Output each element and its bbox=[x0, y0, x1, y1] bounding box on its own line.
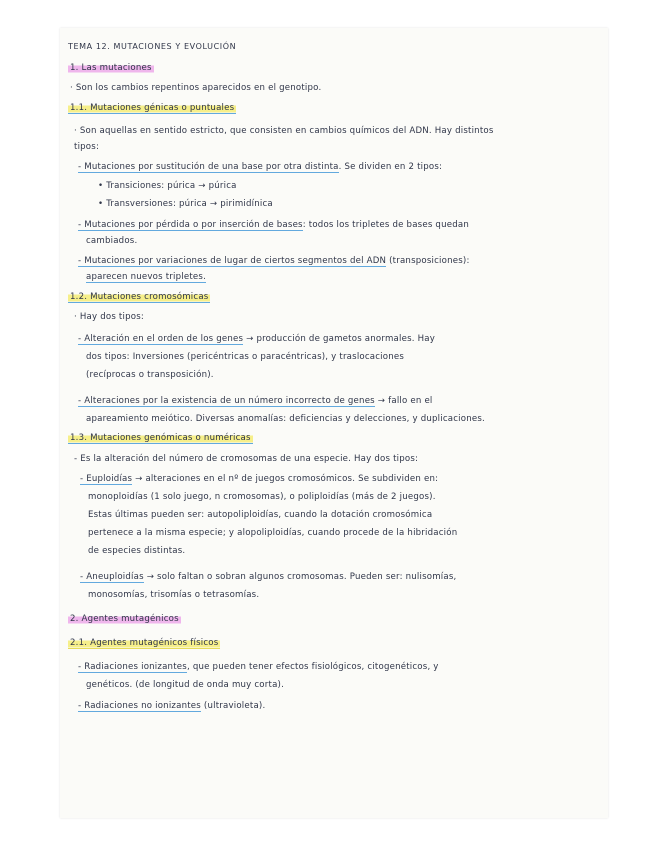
num-cont: apareamiento meiótico. Diversas anomalías: deficiencias y delecciones, y duplicaciones. bbox=[86, 414, 485, 424]
notebook-page bbox=[60, 28, 608, 818]
aneuploidy-cont: monosomías, trisomías o tetrasomías. bbox=[88, 590, 260, 600]
heading-2: 2. Agentes mutagénicos bbox=[70, 614, 179, 624]
loss-rest: : todos los tripletes de bases quedan bbox=[302, 220, 469, 230]
loss-term: - Mutaciones por pérdida o por inserción de bases bbox=[78, 220, 303, 230]
heading-1: 1. Las mutaciones bbox=[70, 63, 152, 73]
order-line bbox=[78, 334, 435, 344]
order-term: - Alteración en el orden de los genes bbox=[78, 334, 244, 344]
order-cont-2: (recíprocas o transposición). bbox=[86, 370, 214, 380]
heading-1-1-line bbox=[68, 103, 236, 113]
heading-1-3: 1.3. Mutaciones genómicas o numéricas bbox=[70, 433, 251, 443]
s12-intro: · Hay dos tipos: bbox=[74, 312, 144, 322]
aneuploidy-term: - Aneuploidías bbox=[80, 572, 144, 582]
s13-intro: - Es la alteración del número de cromosomas de una especie. Hay dos tipos: bbox=[74, 454, 419, 464]
transl-term: - Mutaciones por variaciones de lugar de ciertos segmentos del ADN bbox=[78, 256, 387, 266]
ionizing-term: - Radiaciones ionizantes bbox=[78, 662, 187, 672]
nonionizing-line bbox=[78, 701, 265, 711]
order-rest: → producción de gametos anormales. Hay bbox=[243, 334, 436, 344]
euploidy-cont-2: Estas últimas pueden ser: autopoliploidías, cuando la dotación cromosómica bbox=[88, 510, 433, 520]
euploidy-line bbox=[80, 474, 438, 484]
transl-line bbox=[78, 256, 470, 266]
euploidy-term: - Euploidías bbox=[80, 474, 133, 484]
nonionizing-term: - Radiaciones no ionizantes bbox=[78, 701, 201, 711]
aneuploidy-rest: → solo faltan o sobran algunos cromosomas. Pueden ser: nulisomías, bbox=[143, 572, 457, 582]
euploidy-cont-4: de especies distintas. bbox=[88, 546, 186, 556]
euploidy-cont-1: monoploidías (1 solo juego, n cromosomas), o poliploidías (más de 2 juegos). bbox=[88, 492, 436, 502]
subst-term: - Mutaciones por sustitución de una base por otra distinta bbox=[78, 162, 339, 172]
num-rest: → fallo en el bbox=[374, 396, 433, 406]
transitions-item: • Transiciones: púrica → púrica bbox=[98, 181, 237, 191]
heading-1-line bbox=[68, 63, 154, 73]
s11-p2: tipos: bbox=[74, 142, 100, 152]
ionizing-line bbox=[78, 662, 439, 672]
s11-p1: · Son aquellas en sentido estricto, que consisten en cambios químicos del ADN. Hay distintos bbox=[74, 126, 494, 136]
order-cont-1: dos tipos: Inversiones (pericéntricas o paracéntricas), y traslocaciones bbox=[86, 352, 405, 362]
heading-1-2-line bbox=[68, 292, 210, 302]
subst-line bbox=[78, 162, 442, 172]
heading-1-3-line bbox=[68, 433, 253, 443]
s1-intro: · Son los cambios repentinos aparecidos en el genotipo. bbox=[70, 83, 322, 93]
subst-rest: . Se dividen en 2 tipos: bbox=[338, 162, 443, 172]
transl-cont: aparecen nuevos tripletes. bbox=[86, 272, 207, 282]
heading-1-2: 1.2. Mutaciones cromosómicas bbox=[70, 292, 209, 302]
transversions-item: • Transversiones: púrica → pirimidínica bbox=[98, 199, 273, 209]
heading-2-1: 2.1. Agentes mutagénicos físicos bbox=[70, 638, 219, 648]
num-line bbox=[78, 396, 433, 406]
nonionizing-rest: (ultravioleta). bbox=[200, 701, 266, 711]
page-title: TEMA 12. MUTACIONES Y EVOLUCIÓN bbox=[68, 42, 237, 51]
euploidy-rest: → alteraciones en el nº de juegos cromosómicos. Se subdividen en: bbox=[132, 474, 439, 484]
heading-1-1: 1.1. Mutaciones génicas o puntuales bbox=[70, 103, 235, 113]
aneuploidy-line bbox=[80, 572, 456, 582]
euploidy-cont-3: pertenece a la misma especie; y alopoliploidías, cuando procede de la hibridación bbox=[88, 528, 458, 538]
heading-2-line bbox=[68, 614, 181, 624]
loss-cont: cambiados. bbox=[86, 236, 138, 246]
transl-rest: (transposiciones): bbox=[386, 256, 470, 266]
transl-cont-line bbox=[86, 272, 206, 282]
ionizing-cont: genéticos. (de longitud de onda muy corta). bbox=[86, 680, 285, 690]
loss-line bbox=[78, 220, 469, 230]
num-term: - Alteraciones por la existencia de un número incorrecto de genes bbox=[78, 396, 375, 406]
heading-2-1-line bbox=[68, 638, 220, 648]
ionizing-rest: , que pueden tener efectos fisiológicos, citogenéticos, y bbox=[186, 662, 439, 672]
